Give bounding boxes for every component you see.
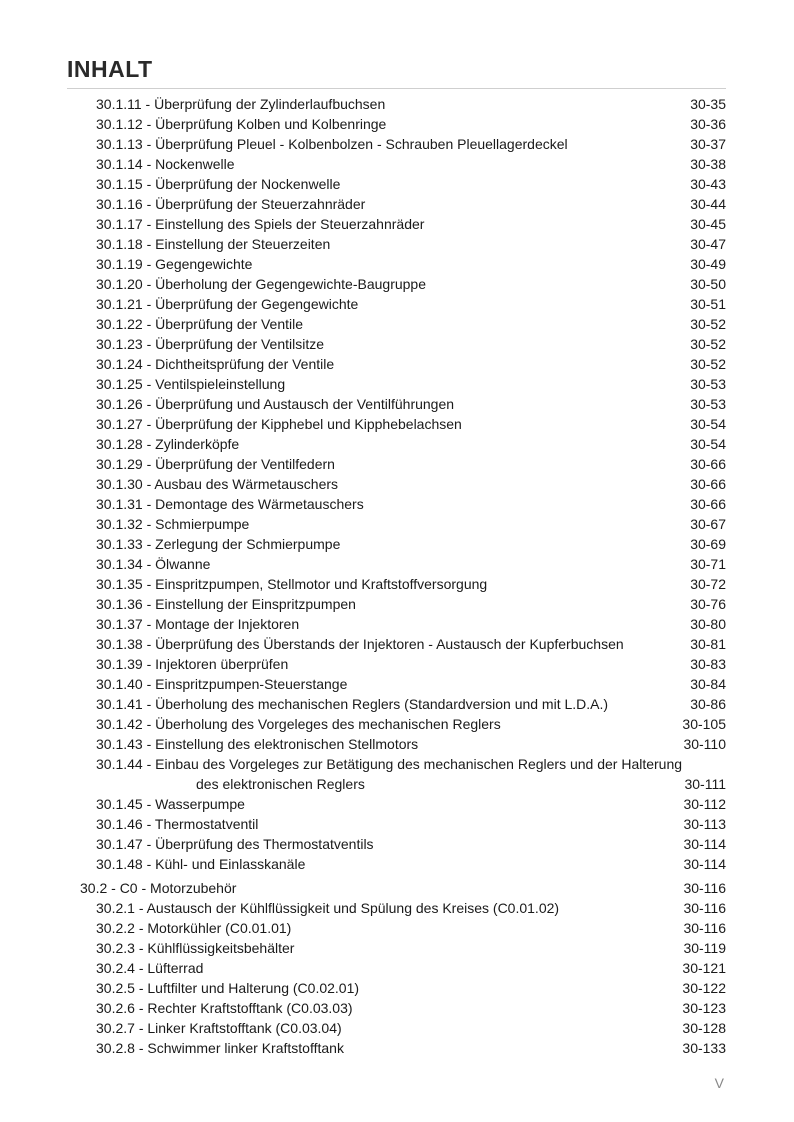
- toc-entry-continuation[interactable]: [0, 774, 794, 794]
- toc-entry[interactable]: [0, 654, 794, 674]
- toc-entry-title: 30.1.15 - Überprüfung der Nockenwelle: [96, 176, 341, 192]
- toc-entry[interactable]: [0, 134, 794, 154]
- toc-page-number: 30-122: [682, 980, 726, 996]
- toc-entry-title: 30.1.23 - Überprüfung der Ventilsitze: [96, 336, 325, 352]
- toc-entry[interactable]: [0, 714, 794, 734]
- toc-page-number: 30-111: [684, 776, 726, 792]
- toc-page-number: 30-52: [690, 316, 726, 332]
- toc-entry[interactable]: [0, 534, 794, 554]
- toc-entry-title: 30.2 - C0 - Motorzubehör: [80, 880, 237, 896]
- toc-entry[interactable]: [0, 754, 794, 774]
- toc-entry[interactable]: [0, 194, 794, 214]
- toc-page-number: 30-116: [683, 900, 726, 916]
- toc-entry[interactable]: [0, 1018, 794, 1038]
- toc-entry[interactable]: [0, 978, 794, 998]
- toc-entry-title: 30.1.26 - Überprüfung und Austausch der Ventilführungen: [96, 396, 455, 412]
- toc-entry-title: 30.1.17 - Einstellung des Spiels der Steuerzahnräder: [96, 216, 425, 232]
- toc-entry[interactable]: [0, 474, 794, 494]
- toc-page-number: 30-123: [682, 1000, 726, 1016]
- toc-page-number: 30-105: [682, 716, 726, 732]
- toc-entry[interactable]: [0, 394, 794, 414]
- toc-page-number: 30-36: [690, 116, 726, 132]
- toc-page-number: 30-37: [690, 136, 726, 152]
- footer-page-number: V: [714, 1075, 724, 1091]
- toc-entry-title: 30.1.21 - Überprüfung der Gegengewichte: [96, 296, 359, 312]
- toc-page-number: 30-110: [683, 736, 726, 752]
- toc-entry[interactable]: [0, 574, 794, 594]
- toc-entry[interactable]: [0, 94, 794, 114]
- toc-entry[interactable]: [0, 614, 794, 634]
- toc-page-number: 30-84: [690, 676, 726, 692]
- toc-entry[interactable]: [0, 314, 794, 334]
- toc-entry-title: 30.1.20 - Überholung der Gegengewichte-Baugruppe: [96, 276, 427, 292]
- toc-page-number: 30-112: [683, 796, 726, 812]
- toc-page-number: 30-53: [690, 376, 726, 392]
- toc-page-number: 30-114: [683, 836, 726, 852]
- toc-entry[interactable]: [0, 554, 794, 574]
- toc-entry-title: 30.2.2 - Motorkühler (C0.01.01): [96, 920, 292, 936]
- toc-entry-title: 30.1.34 - Ölwanne: [96, 556, 211, 572]
- toc-entry-title: 30.1.14 - Nockenwelle: [96, 156, 235, 172]
- toc-page-number: 30-50: [690, 276, 726, 292]
- toc-entry[interactable]: [0, 354, 794, 374]
- toc-entry-title: 30.1.11 - Überprüfung der Zylinderlaufbuchsen: [96, 96, 386, 112]
- page-title: INHALT: [67, 56, 153, 82]
- toc-entry[interactable]: [0, 958, 794, 978]
- toc-page-number: 30-49: [690, 256, 726, 272]
- toc-entry-title: 30.1.48 - Kühl- und Einlasskanäle: [96, 856, 306, 872]
- toc-entry-title: 30.2.7 - Linker Kraftstofftank (C0.03.04): [96, 1020, 342, 1036]
- toc-entry[interactable]: [0, 174, 794, 194]
- toc-entry[interactable]: [0, 898, 794, 918]
- toc-page-number: 30-54: [690, 416, 726, 432]
- toc-entry-title: 30.1.37 - Montage der Injektoren: [96, 616, 300, 632]
- toc-entry-title: 30.1.39 - Injektoren überprüfen: [96, 656, 289, 672]
- toc-entry[interactable]: [0, 938, 794, 958]
- toc-entry[interactable]: [0, 234, 794, 254]
- toc-entry-title: 30.1.35 - Einspritzpumpen, Stellmotor und Kraftstoffversorgung: [96, 576, 488, 592]
- toc-entry-title: 30.1.16 - Überprüfung der Steuerzahnräder: [96, 196, 366, 212]
- toc-page-number: 30-80: [690, 616, 726, 632]
- toc-section-row[interactable]: [0, 878, 794, 898]
- toc-entry-title-continued: des elektronischen Reglers: [196, 776, 365, 792]
- toc-entry-title: 30.1.46 - Thermostatventil: [96, 816, 259, 832]
- toc-entry[interactable]: [0, 214, 794, 234]
- toc-entry-title: 30.2.1 - Austausch der Kühlflüssigkeit und Spülung des Kreises (C0.01.02): [96, 900, 560, 916]
- toc-entry-title: 30.1.24 - Dichtheitsprüfung der Ventile: [96, 356, 335, 372]
- toc-page-number: 30-114: [683, 856, 726, 872]
- toc-page-number: 30-67: [690, 516, 726, 532]
- toc-entry-title: 30.1.40 - Einspritzpumpen-Steuerstange: [96, 676, 348, 692]
- toc-entry-title: 30.1.13 - Überprüfung Pleuel - Kolbenbolzen - Schrauben Pleuellagerdeckel: [96, 136, 568, 152]
- toc-page-number: 30-83: [690, 656, 726, 672]
- toc-entry-title: 30.1.27 - Überprüfung der Kipphebel und Kipphebelachsen: [96, 416, 462, 432]
- toc-entry[interactable]: [0, 1038, 794, 1058]
- toc-entry[interactable]: [0, 514, 794, 534]
- toc-entry[interactable]: [0, 918, 794, 938]
- toc-entry[interactable]: [0, 454, 794, 474]
- toc-page-number: 30-72: [690, 576, 726, 592]
- toc-page-number: 30-128: [682, 1020, 726, 1036]
- toc-entry-title: 30.2.8 - Schwimmer linker Kraftstofftank: [96, 1040, 344, 1056]
- toc-page-number: 30-51: [690, 296, 726, 312]
- toc-entry[interactable]: [0, 674, 794, 694]
- toc-entry-title: 30.1.12 - Überprüfung Kolben und Kolbenringe: [96, 116, 387, 132]
- toc-entry-title: 30.1.25 - Ventilspieleinstellung: [96, 376, 286, 392]
- toc-entry-title: 30.1.30 - Ausbau des Wärmetauschers: [96, 476, 339, 492]
- toc-entry[interactable]: [0, 834, 794, 854]
- toc-entry-title: 30.2.4 - Lüfterrad: [96, 960, 204, 976]
- toc-entry-title: 30.1.18 - Einstellung der Steuerzeiten: [96, 236, 331, 252]
- toc-page-number: 30-71: [690, 556, 726, 572]
- toc-page-number: 30-38: [690, 156, 726, 172]
- toc-page-number: 30-66: [690, 496, 726, 512]
- toc-entry-title: 30.1.47 - Überprüfung des Thermostatventils: [96, 836, 374, 852]
- toc-entry-title: 30.2.6 - Rechter Kraftstofftank (C0.03.03): [96, 1000, 353, 1016]
- toc-page-number: 30-45: [690, 216, 726, 232]
- toc-entry[interactable]: [0, 274, 794, 294]
- toc-entry[interactable]: [0, 494, 794, 514]
- toc-page-number: 30-66: [690, 456, 726, 472]
- toc-page-number: 30-116: [683, 880, 726, 896]
- toc-entry[interactable]: [0, 154, 794, 174]
- toc-entry[interactable]: [0, 734, 794, 754]
- toc-entry[interactable]: [0, 694, 794, 714]
- toc-page-number: 30-133: [682, 1040, 726, 1056]
- toc-page-number: 30-66: [690, 476, 726, 492]
- toc-entry[interactable]: [0, 254, 794, 274]
- toc-entry-title: 30.1.41 - Überholung des mechanischen Reglers (Standardversion und mit L.D.A.): [96, 696, 609, 712]
- toc-entry[interactable]: [0, 794, 794, 814]
- toc-page-number: 30-86: [690, 696, 726, 712]
- toc-entry[interactable]: [0, 814, 794, 834]
- toc-page-number: 30-35: [690, 96, 726, 112]
- toc-page-number: 30-43: [690, 176, 726, 192]
- toc-entry[interactable]: [0, 998, 794, 1018]
- toc-entry-title: 30.2.5 - Luftfilter und Halterung (C0.02.01): [96, 980, 360, 996]
- toc-page-number: 30-69: [690, 536, 726, 552]
- toc-page-number: 30-113: [683, 816, 726, 832]
- toc-entry[interactable]: [0, 294, 794, 314]
- toc-page-number: 30-44: [690, 196, 726, 212]
- toc-entry-title: 30.1.32 - Schmierpumpe: [96, 516, 250, 532]
- toc-entry-title: 30.1.28 - Zylinderköpfe: [96, 436, 240, 452]
- toc-page-number: 30-47: [690, 236, 726, 252]
- toc-page-number: 30-119: [683, 940, 726, 956]
- toc-entry-title: 30.1.38 - Überprüfung des Überstands der Injektoren - Austausch der Kupferbuchsen: [96, 636, 624, 652]
- toc-entry[interactable]: [0, 434, 794, 454]
- toc-entry[interactable]: [0, 594, 794, 614]
- toc-entry[interactable]: [0, 374, 794, 394]
- toc-entry-title: 30.1.19 - Gegengewichte: [96, 256, 253, 272]
- toc-page-number: 30-121: [682, 960, 726, 976]
- toc-entry[interactable]: [0, 334, 794, 354]
- toc-page-number: 30-52: [690, 356, 726, 372]
- toc-entry-title: 30.1.31 - Demontage des Wärmetauschers: [96, 496, 364, 512]
- toc-entry-title: 30.1.22 - Überprüfung der Ventile: [96, 316, 304, 332]
- toc-entry-title: 30.1.33 - Zerlegung der Schmierpumpe: [96, 536, 341, 552]
- toc-entry-title: 30.1.42 - Überholung des Vorgeleges des mechanischen Reglers: [96, 716, 501, 732]
- toc-entry-title: 30.1.45 - Wasserpumpe: [96, 796, 245, 812]
- toc-entry[interactable]: [0, 114, 794, 134]
- toc-entry[interactable]: [0, 854, 794, 874]
- toc-page-number: 30-81: [690, 636, 726, 652]
- toc-page-number: 30-53: [690, 396, 726, 412]
- toc-entry[interactable]: [0, 414, 794, 434]
- toc-entry-title: 30.2.3 - Kühlflüssigkeitsbehälter: [96, 940, 295, 956]
- toc-page-number: 30-54: [690, 436, 726, 452]
- toc-page-number: 30-116: [683, 920, 726, 936]
- toc-entry-title: 30.1.44 - Einbau des Vorgeleges zur Betätigung des mechanischen Reglers und der Halterung: [96, 756, 683, 772]
- toc-entry[interactable]: [0, 634, 794, 654]
- title-divider: [67, 88, 726, 89]
- table-of-contents: [0, 94, 794, 1058]
- toc-entry-title: 30.1.43 - Einstellung des elektronischen Stellmotors: [96, 736, 419, 752]
- toc-page-number: 30-76: [690, 596, 726, 612]
- toc-entry-title: 30.1.36 - Einstellung der Einspritzpumpen: [96, 596, 356, 612]
- toc-entry-title: 30.1.29 - Überprüfung der Ventilfedern: [96, 456, 335, 472]
- toc-page-number: 30-52: [690, 336, 726, 352]
